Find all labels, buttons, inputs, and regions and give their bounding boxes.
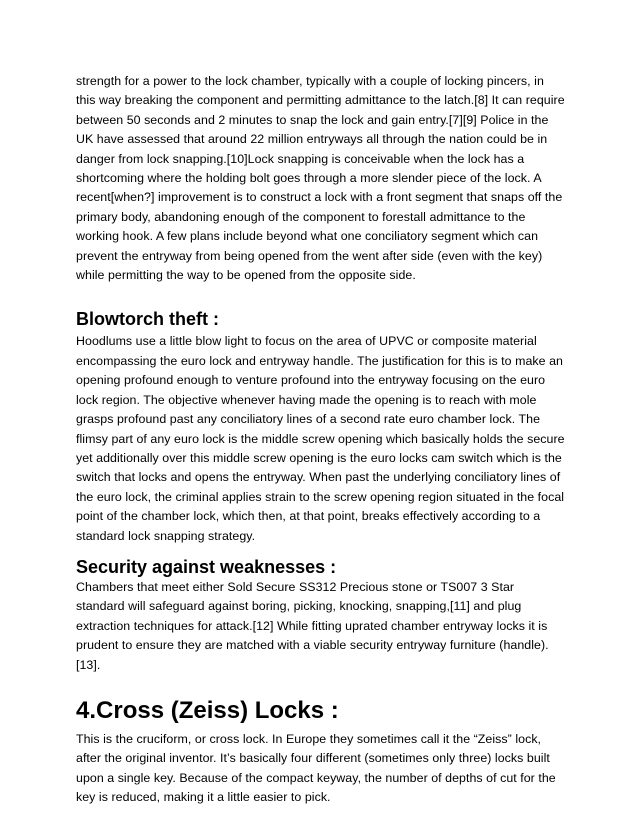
blowtorch-heading: Blowtorch theft : — [76, 309, 219, 330]
intro-paragraph: strength for a power to the lock chamber, typically with a couple of locking pincers, in this way breaking the component and permitting admittance to the latch.[8] It can require between 50 seconds and 2 minutes to snap the lock and gain entry.[7][9] Police in the UK have assessed that around 22 million entryways all through the nation could be in danger from lock snapping.[10]Lock snapping is conceivable when the lock has a shortcoming where the holding bolt goes through a more slender piece of the lock. A recent[when?] improvement is to construct a lock with a front segment that snaps off the primary body, abandoning enough of the component to forestall admittance to the working hook. A few plans include beyond what one conciliatory segment which can prevent the entryway from being opened from the went after side (even with the key) while permitting the way to be opened from the opposite side. — [76, 74, 565, 283]
cross-locks-heading: 4.Cross (Zeiss) Locks : — [76, 696, 339, 724]
security-paragraph: Chambers that meet either Sold Secure SS312 Precious stone or TS007 3 Star standard will safeguard against boring, picking, knocking, snapping,[11] and plug extraction techniques for attack.[12] While fitting uprated chamber entryway locks it is prudent to ensure they are matched with a viable security entryway furniture (handle).[13]. — [76, 579, 549, 672]
blowtorch-paragraph: Hoodlums use a little blow light to focus on the area of UPVC or composite material encompassing the euro lock and entryway handle. The justification for this is to make an opening profound enough to venture profound into the entryway focusing on the euro lock region. The objective whenever having made the opening is to reach with mole grasps profound past any conciliatory lines of a second rate euro chamber lock. The flimsy part of any euro lock is the middle screw opening which basically holds the secure yet additionally over this middle screw opening is the euro locks cam switch which is the switch that locks and opens the entryway. When past the underlying conciliatory lines of the euro lock, the criminal applies strain to the screw opening region situated in the focal point of the chamber lock, which then, at that point, breaks effectively according to a standard lock snapping strategy. — [76, 334, 565, 543]
document-page — [76, 72, 566, 808]
security-heading: Security against weaknesses : — [76, 556, 337, 577]
cross-locks-paragraph: This is the cruciform, or cross lock. In Europe they sometimes call it the “Zeiss” lock, after the original inventor. It’s basically four different (sometimes only three) locks built upon a single key. Because of the compact keyway, the number of depths of cut for the key is reduced, making it a little easier to pick. — [76, 731, 556, 805]
